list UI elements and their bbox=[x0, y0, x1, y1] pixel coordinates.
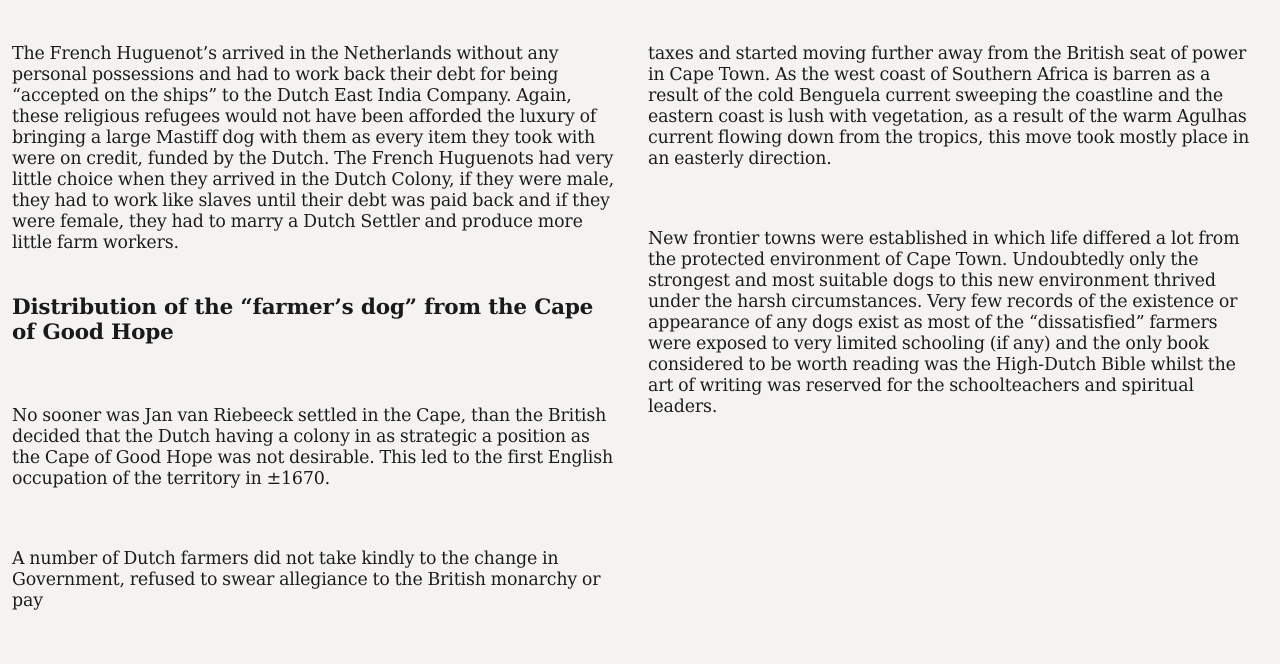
paragraph-huguenots: The French Huguenot’s arrived in the Netherlands without any personal possessions and had to work back their debt for being “accepted on the ships” to the Dutch East India Company. Again, these religious refugees would not have been afforded the luxury of bringing a large Mastiff dog with them as every item they took with were on credit, funded by the Dutch. The French Huguenots had very little choice when they arrived in the Dutch Colony, if they were male, they had to work like slaves until their debt was paid back and if they were female, they had to marry a Dutch Settler and produce more little farm workers. bbox=[12, 44, 615, 253]
paragraph-british-occupation: No sooner was Jan van Riebeeck settled in the Cape, than the British decided that the Dutch having a colony in as strategic a position as the Cape of Good Hope was not desirable. This led to the first English occupation of the territory in ±1670. bbox=[12, 406, 614, 489]
paragraph-frontier-towns: New frontier towns were established in which life differed a lot from the protected environment of Cape Town. Undoubtedly only the strongest and most suitable dogs to this new environment thrived under the harsh circumstances. Very few records of the existence or appearance of any dogs exist as most of the “dissatisfied” farmers were exposed to very limited schooling (if any) and the only book considered to be worth reading was the High-Dutch Bible whilst the art of writing was reserved for the schoolteachers and spiritual leaders. bbox=[648, 229, 1240, 417]
paragraph-dutch-farmers: A number of Dutch farmers did not take kindly to the change in Government, refused to swear allegiance to the British monarchy or pay bbox=[12, 549, 601, 611]
section-heading-distribution: Distribution of the “farmer’s dog” from the Cape of Good Hope bbox=[12, 295, 594, 345]
paragraph-easterly-move: taxes and started moving further away from the British seat of power in Cape Town. As the west coast of Southern Africa is barren as a result of the cold Benguela current sweeping the coastline and the eastern coast is lush with vegetation, as a result of the warm Agulhas current flowing down from the tropics, this move took mostly place in an easterly direction. bbox=[648, 44, 1250, 169]
